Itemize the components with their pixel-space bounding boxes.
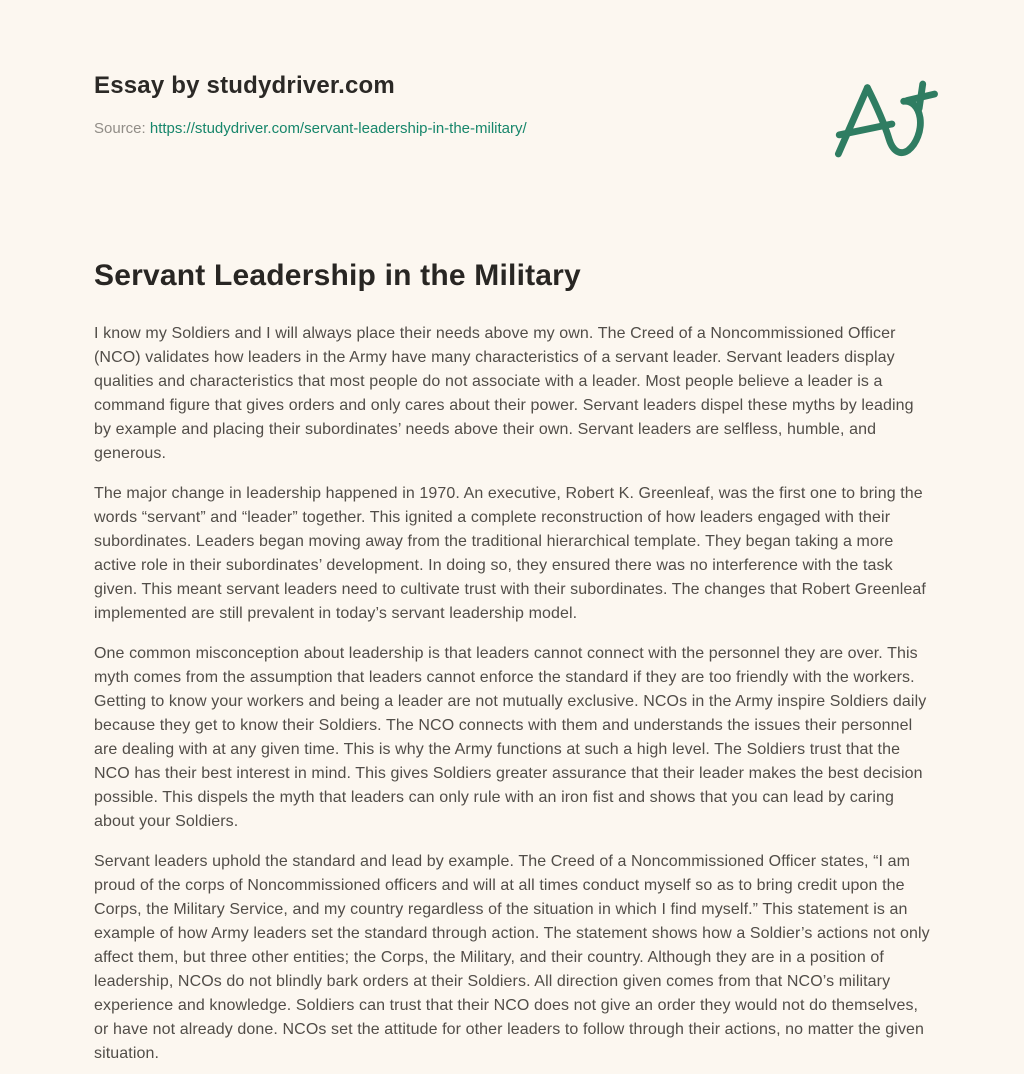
essay-article bbox=[94, 258, 930, 1066]
essay-paragraph-1: I know my Soldiers and I will always place their needs above my own. The Creed of a Noncommissioned Officer (NCO) validates how leaders in the Army have many characteristics of a servant leader. Servant leaders display qualities and characteristics that most people do not associate with a leader. Most people believe a leader is a command figure that gives orders and only cares about their power. Servant leaders dispel these myths by leading by example and placing their subordinates’ needs above their own. Servant leaders are selfless, humble, and generous. bbox=[94, 325, 914, 462]
site-header-title: Essay by studydriver.com bbox=[94, 72, 395, 99]
source-label: Source: bbox=[94, 120, 146, 137]
source-line bbox=[94, 118, 930, 140]
a-plus-grade-logo-icon bbox=[822, 60, 940, 168]
essay-paragraph-2: The major change in leadership happened in 1970. An executive, Robert K. Greenleaf, was the first one to bring the words “servant” and “leader” together. This ignited a complete reconstruction of how leaders engaged with their subordinates. Leaders began moving away from the traditional hierarchical template. They began taking a more active role in their subordinates’ development. In doing so, they ensured there was no interference with the task given. This meant servant leaders need to cultivate trust with their subordinates. The changes that Robert Greenleaf implemented are still prevalent in today’s servant leadership model. bbox=[94, 485, 926, 622]
document-header bbox=[94, 72, 930, 140]
essay-title: Servant Leadership in the Military bbox=[94, 259, 581, 292]
essay-content bbox=[94, 0, 930, 1066]
essay-paragraph-3: One common misconception about leadership is that leaders cannot connect with the personnel they are over. This myth comes from the assumption that leaders cannot enforce the standard if they are too friendly with the workers. Getting to know your workers and being a leader are not mutually exclusive. NCOs in the Army inspire Soldiers daily because they get to know their Soldiers. The NCO connects with them and understands the issues their personnel are dealing with at any given time. This is why the Army functions at such a high level. The Soldiers trust that the NCO has their best interest in mind. This gives Soldiers greater assurance that their leader makes the best decision possible. This dispels the myth that leaders can only rule with an iron fist and shows that you can lead by caring about your Soldiers. bbox=[94, 645, 927, 830]
source-url-link[interactable]: https://studydriver.com/servant-leadership-in-the-military/ bbox=[149, 120, 527, 137]
essay-paragraph-4: Servant leaders uphold the standard and lead by example. The Creed of a Noncommissioned Officer states, “I am proud of the corps of Noncommissioned officers and will at all times conduct myself so as to bring credit upon the Corps, the Military Service, and my country regardless of the situation in which I find myself.” This statement is an example of how Army leaders set the standard through action. The statement shows how a Soldier’s actions not only affect them, but three other entities; the Corps, the Military, and their country. Although they are in a position of leadership, NCOs do not blindly bark orders at their Soldiers. All direction given comes from that NCO’s military experience and knowledge. Soldiers can trust that their NCO does not give an order they would not do themselves, or have not already done. NCOs set the attitude for other leaders to follow through their actions, no matter the given situation. bbox=[94, 853, 930, 1062]
